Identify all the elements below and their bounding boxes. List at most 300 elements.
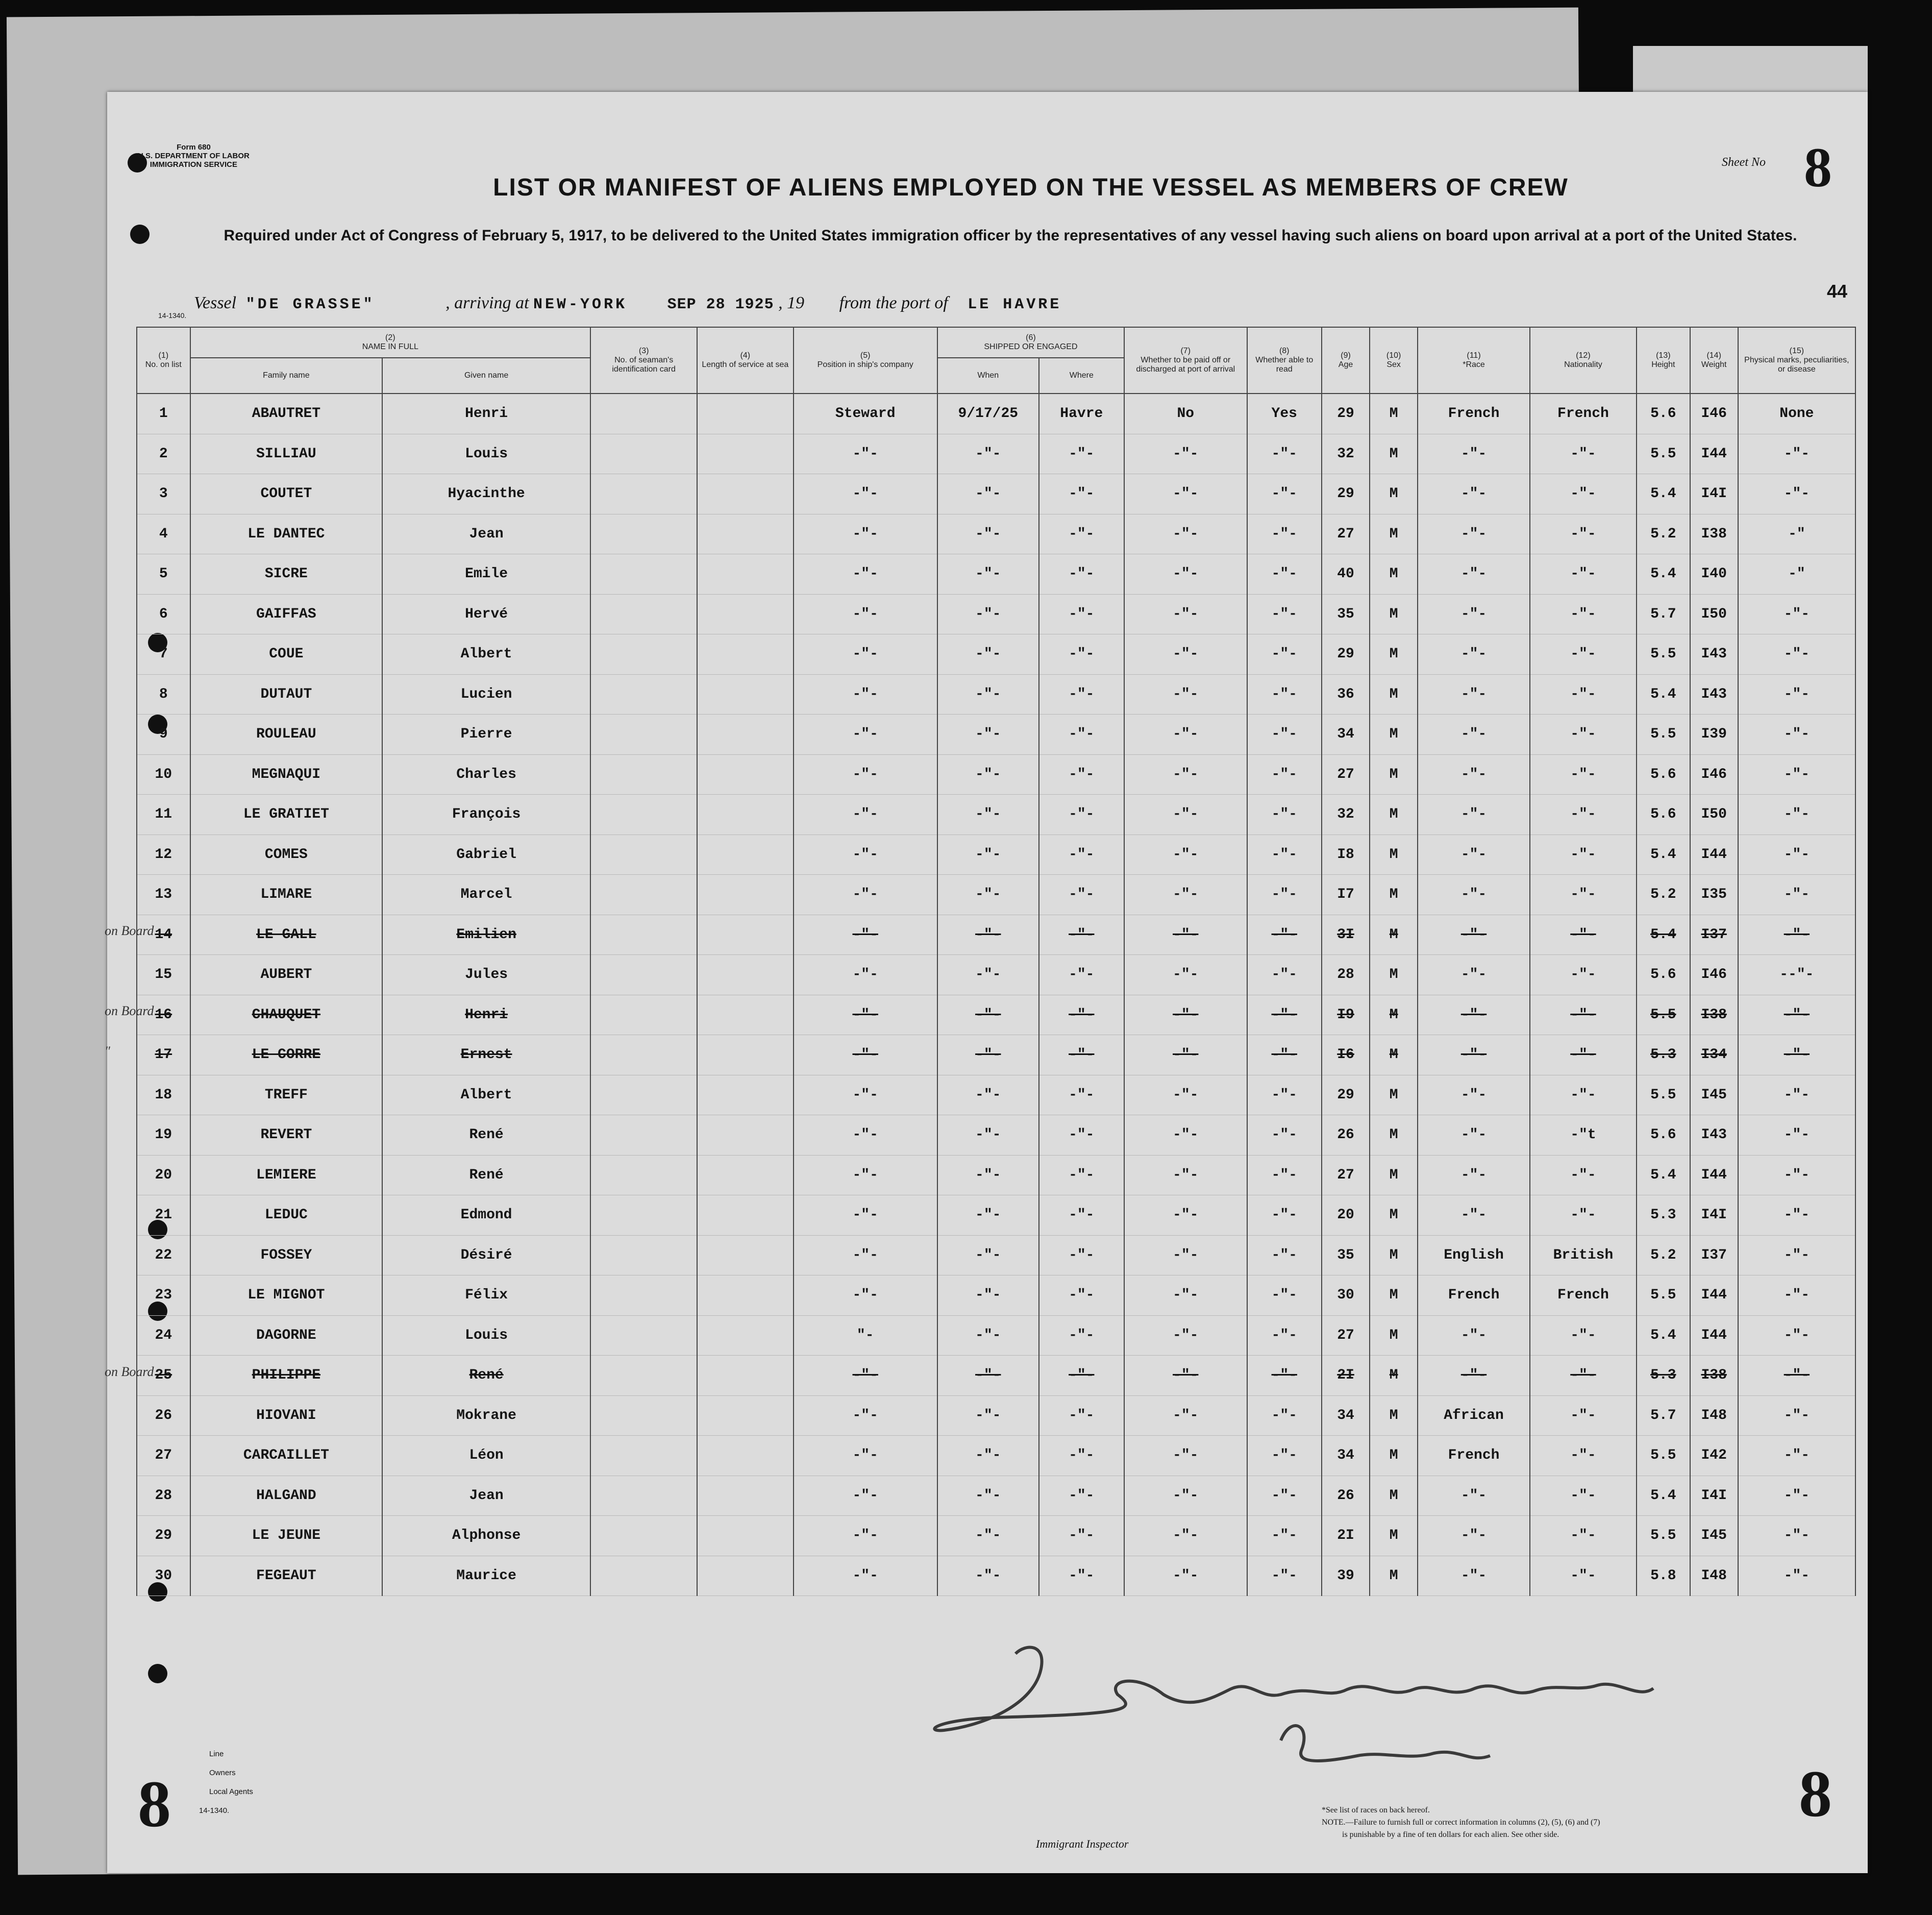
nationality: -"-	[1530, 834, 1637, 875]
shipped-where: -"-	[1039, 1035, 1124, 1075]
able-to-read: -"-	[1247, 1556, 1322, 1596]
race: -"-	[1418, 875, 1530, 915]
header-physical-marks: (15) Physical marks, peculiarities, or disease	[1738, 327, 1855, 394]
height: 5.2	[1637, 875, 1690, 915]
given-name: Jean	[382, 514, 590, 554]
form-number: Form 680	[177, 143, 211, 152]
department: U.S. DEPARTMENT OF LABOR	[138, 152, 250, 160]
length-of-service-cell	[697, 1356, 793, 1396]
race: -"-	[1418, 915, 1530, 955]
id-card-cell	[590, 1356, 697, 1396]
age: 36	[1322, 674, 1370, 715]
weight: I38	[1690, 1356, 1738, 1396]
sex: M	[1370, 955, 1418, 995]
family-name: COMES	[190, 834, 383, 875]
length-of-service-cell	[697, 514, 793, 554]
weight: I46	[1690, 955, 1738, 995]
weight: I45	[1690, 1516, 1738, 1556]
row-number: 30	[137, 1556, 190, 1596]
header-nationality: (12) Nationality	[1530, 327, 1637, 394]
able-to-read: -"-	[1247, 594, 1322, 634]
length-of-service-cell	[697, 674, 793, 715]
physical-marks: -"-	[1738, 1035, 1855, 1075]
footnote-races: *See list of races on back hereof.	[1322, 1806, 1430, 1814]
shipped-where: -"-	[1039, 795, 1124, 835]
length-of-service-cell	[697, 995, 793, 1035]
nationality: French	[1530, 394, 1637, 434]
nationality: French	[1530, 1275, 1637, 1316]
family-name: REVERT	[190, 1115, 383, 1156]
footnote	[1322, 1804, 1600, 1841]
id-card-cell	[590, 594, 697, 634]
row-number: 23	[137, 1275, 190, 1316]
header-given-name: Given name	[382, 358, 590, 394]
family-name: TREFF	[190, 1075, 383, 1115]
able-to-read: -"-	[1247, 1436, 1322, 1476]
shipped-when: -"-	[937, 995, 1039, 1035]
able-to-read: Yes	[1247, 394, 1322, 434]
position: -"-	[794, 1275, 937, 1316]
shipped-where: -"-	[1039, 1075, 1124, 1115]
table-row	[137, 1516, 1855, 1556]
shipped-where: -"-	[1039, 715, 1124, 755]
position: -"-	[794, 1075, 937, 1115]
able-to-read: -"-	[1247, 554, 1322, 595]
shipped-where: -"-	[1039, 995, 1124, 1035]
age: 27	[1322, 514, 1370, 554]
id-card-cell	[590, 1476, 697, 1516]
able-to-read: -"-	[1247, 1395, 1322, 1436]
id-card-cell	[590, 1035, 697, 1075]
shipped-when: -"-	[937, 1275, 1039, 1316]
race: -"-	[1418, 1476, 1530, 1516]
weight: I44	[1690, 1275, 1738, 1316]
table-row	[137, 674, 1855, 715]
height: 5.5	[1637, 1275, 1690, 1316]
arriving-port: NEW-YORK	[533, 296, 628, 313]
header-position: (5) Position in ship's company	[794, 327, 937, 394]
nationality: -"-	[1530, 915, 1637, 955]
header-id-card: (3) No. of seaman's identification card	[590, 327, 697, 394]
family-name: GAIFFAS	[190, 594, 383, 634]
paid-off: -"-	[1124, 1035, 1247, 1075]
age: I6	[1322, 1035, 1370, 1075]
physical-marks: -"-	[1738, 1476, 1855, 1516]
length-of-service-cell	[697, 754, 793, 795]
shipped-where: -"-	[1039, 1275, 1124, 1316]
family-name: COUE	[190, 634, 383, 675]
position: -"-	[794, 1356, 937, 1396]
table-row	[137, 594, 1855, 634]
given-name: François	[382, 795, 590, 835]
sex: M	[1370, 514, 1418, 554]
given-name: Maurice	[382, 1556, 590, 1596]
table-row	[137, 634, 1855, 675]
sheet-no-label: Sheet No	[1722, 156, 1766, 169]
position: -"-	[794, 1155, 937, 1195]
table-row	[137, 955, 1855, 995]
shipped-where: -"-	[1039, 634, 1124, 675]
id-card-cell	[590, 394, 697, 434]
page-subtitle: Required under Act of Congress of February 5, 1917, to be delivered to the United States immigration officer by the representatives of any vessel having such aliens on board upon arrival at a port of the United States.	[224, 227, 1797, 244]
row-number: 26	[137, 1395, 190, 1436]
age: 34	[1322, 715, 1370, 755]
nationality: -"t	[1530, 1115, 1637, 1156]
weight: I44	[1690, 434, 1738, 474]
table-row	[137, 474, 1855, 514]
height: 5.4	[1637, 1476, 1690, 1516]
shipped-where: -"-	[1039, 915, 1124, 955]
age: 20	[1322, 1195, 1370, 1236]
paid-off: -"-	[1124, 1275, 1247, 1316]
paid-off: -"-	[1124, 955, 1247, 995]
weight: I4I	[1690, 474, 1738, 514]
table-row	[137, 995, 1855, 1035]
weight: I50	[1690, 795, 1738, 835]
table-row	[137, 1235, 1855, 1275]
family-name: LE GRATIET	[190, 795, 383, 835]
shipped-when: -"-	[937, 1035, 1039, 1075]
shipped-when: -"-	[937, 915, 1039, 955]
family-name: DAGORNE	[190, 1315, 383, 1356]
able-to-read: -"-	[1247, 674, 1322, 715]
shipped-where: -"-	[1039, 514, 1124, 554]
given-name: Léon	[382, 1436, 590, 1476]
able-to-read: -"-	[1247, 795, 1322, 835]
age: 2I	[1322, 1516, 1370, 1556]
id-card-cell	[590, 1436, 697, 1476]
id-card-cell	[590, 955, 697, 995]
weight: I48	[1690, 1395, 1738, 1436]
family-name: CARCAILLET	[190, 1436, 383, 1476]
position: -"-	[794, 554, 937, 595]
height: 5.5	[1637, 1075, 1690, 1115]
weight: I4I	[1690, 1195, 1738, 1236]
race: -"-	[1418, 715, 1530, 755]
id-card-cell	[590, 1516, 697, 1556]
shipped-when: -"-	[937, 795, 1039, 835]
paid-off: -"-	[1124, 754, 1247, 795]
position: -"-	[794, 715, 937, 755]
row-number: 6	[137, 594, 190, 634]
nationality: -"-	[1530, 1356, 1637, 1396]
length-of-service-cell	[697, 554, 793, 595]
id-card-cell	[590, 1115, 697, 1156]
row-number: 2	[137, 434, 190, 474]
age: 3I	[1322, 915, 1370, 955]
physical-marks: -"-	[1738, 795, 1855, 835]
shipped-where: -"-	[1039, 474, 1124, 514]
family-name: LE GALL	[190, 915, 383, 955]
position: -"-	[794, 674, 937, 715]
nationality: -"-	[1530, 554, 1637, 595]
shipped-where: -"-	[1039, 1195, 1124, 1236]
physical-marks: -"-	[1738, 1315, 1855, 1356]
given-name: Pierre	[382, 715, 590, 755]
able-to-read: -"-	[1247, 1075, 1322, 1115]
height: 5.5	[1637, 995, 1690, 1035]
footer-form-code: 14-1340.	[199, 1806, 230, 1815]
height: 5.4	[1637, 1155, 1690, 1195]
sex: M	[1370, 1035, 1418, 1075]
given-name: Hyacinthe	[382, 474, 590, 514]
position: -"-	[794, 1476, 937, 1516]
physical-marks: -"-	[1738, 1195, 1855, 1236]
corner-number: 44	[1826, 281, 1847, 302]
given-name: Marcel	[382, 875, 590, 915]
sex: M	[1370, 1516, 1418, 1556]
height: 5.6	[1637, 394, 1690, 434]
shipped-when: -"-	[937, 715, 1039, 755]
physical-marks: -"-	[1738, 915, 1855, 955]
id-card-cell	[590, 1195, 697, 1236]
given-name: Jules	[382, 955, 590, 995]
age: 26	[1322, 1115, 1370, 1156]
header-race: (11) *Race	[1418, 327, 1530, 394]
position: -"-	[794, 1395, 937, 1436]
shipped-when: -"-	[937, 1356, 1039, 1396]
footnote-fine: is punishable by a fine of ten dollars for each alien. See other side.	[1342, 1830, 1559, 1839]
table-row	[137, 434, 1855, 474]
height: 5.2	[1637, 514, 1690, 554]
year-label: , 19	[778, 293, 805, 312]
paid-off: -"-	[1124, 1436, 1247, 1476]
row-number: 14	[137, 915, 190, 955]
weight: I39	[1690, 715, 1738, 755]
shipped-when: -"-	[937, 1476, 1039, 1516]
length-of-service-cell	[697, 1516, 793, 1556]
shipped-where: -"-	[1039, 554, 1124, 595]
header-weight: (14) Weight	[1690, 327, 1738, 394]
shipped-where: -"-	[1039, 1476, 1124, 1516]
physical-marks: -"-	[1738, 1115, 1855, 1156]
race: -"-	[1418, 1115, 1530, 1156]
row-number: 5	[137, 554, 190, 595]
shipped-where: -"-	[1039, 1516, 1124, 1556]
family-name: FOSSEY	[190, 1235, 383, 1275]
table-row	[137, 394, 1855, 434]
physical-marks: -"-	[1738, 875, 1855, 915]
table-row	[137, 834, 1855, 875]
length-of-service-cell	[697, 1275, 793, 1316]
id-card-cell	[590, 1075, 697, 1115]
shipped-when: -"-	[937, 634, 1039, 675]
row-number: 13	[137, 875, 190, 915]
paid-off: -"-	[1124, 1395, 1247, 1436]
physical-marks: -"-	[1738, 1075, 1855, 1115]
shipped-when: -"-	[937, 1516, 1039, 1556]
given-name: Désiré	[382, 1235, 590, 1275]
family-name: DUTAUT	[190, 674, 383, 715]
race: -"-	[1418, 594, 1530, 634]
row-number: 8	[137, 674, 190, 715]
height: 5.5	[1637, 634, 1690, 675]
family-name: CHAUQUET	[190, 995, 383, 1035]
margin-note: on Board	[105, 1003, 154, 1018]
family-name: LEMIERE	[190, 1155, 383, 1195]
race: -"-	[1418, 1155, 1530, 1195]
row-number: 17	[137, 1035, 190, 1075]
length-of-service-cell	[697, 795, 793, 835]
able-to-read: -"-	[1247, 995, 1322, 1035]
manifest-rows	[137, 394, 1855, 1596]
family-name: ABAUTRET	[190, 394, 383, 434]
position: -"-	[794, 875, 937, 915]
big-sheet-number-right: 8	[1799, 1757, 1832, 1831]
row-number: 22	[137, 1235, 190, 1275]
weight: I44	[1690, 1315, 1738, 1356]
position: -"-	[794, 1556, 937, 1596]
sex: M	[1370, 594, 1418, 634]
row-number: 18	[137, 1075, 190, 1115]
id-card-cell	[590, 474, 697, 514]
length-of-service-cell	[697, 1476, 793, 1516]
age: 34	[1322, 1395, 1370, 1436]
able-to-read: -"-	[1247, 434, 1322, 474]
header-where: Where	[1039, 358, 1124, 394]
nationality: -"-	[1530, 1395, 1637, 1436]
length-of-service-cell	[697, 1395, 793, 1436]
table-row	[137, 1395, 1855, 1436]
paid-off: -"-	[1124, 434, 1247, 474]
age: I9	[1322, 995, 1370, 1035]
table-row	[137, 1035, 1855, 1075]
form-info	[138, 143, 250, 169]
paid-off: -"-	[1124, 1235, 1247, 1275]
shipped-when: -"-	[937, 1235, 1039, 1275]
table-row	[137, 1556, 1855, 1596]
physical-marks: -"-	[1738, 1436, 1855, 1476]
length-of-service-cell	[697, 1235, 793, 1275]
line-label: Line	[209, 1750, 224, 1758]
header-when: When	[937, 358, 1039, 394]
race: -"-	[1418, 1356, 1530, 1396]
weight: I43	[1690, 634, 1738, 675]
position: -"-	[794, 1436, 937, 1476]
weight: I37	[1690, 915, 1738, 955]
race: -"-	[1418, 955, 1530, 995]
shipped-when: -"-	[937, 1075, 1039, 1115]
race: -"-	[1418, 1035, 1530, 1075]
shipped-where: -"-	[1039, 594, 1124, 634]
age: 27	[1322, 1155, 1370, 1195]
given-name: Ernest	[382, 1035, 590, 1075]
race: -"-	[1418, 1556, 1530, 1596]
able-to-read: -"-	[1247, 955, 1322, 995]
manifest-sheet	[107, 92, 1868, 1873]
able-to-read: -"-	[1247, 514, 1322, 554]
physical-marks: -"-	[1738, 1235, 1855, 1275]
able-to-read: -"-	[1247, 915, 1322, 955]
table-row	[137, 795, 1855, 835]
able-to-read: -"-	[1247, 1476, 1322, 1516]
length-of-service-cell	[697, 915, 793, 955]
height: 5.6	[1637, 955, 1690, 995]
weight: I35	[1690, 875, 1738, 915]
physical-marks: -"	[1738, 554, 1855, 595]
sex: M	[1370, 1476, 1418, 1516]
sex: M	[1370, 1436, 1418, 1476]
family-name: LE JEUNE	[190, 1516, 383, 1556]
length-of-service-cell	[697, 1115, 793, 1156]
family-name: ROULEAU	[190, 715, 383, 755]
family-name: MEGNAQUI	[190, 754, 383, 795]
physical-marks: -"-	[1738, 754, 1855, 795]
id-card-cell	[590, 1395, 697, 1436]
physical-marks: -"-	[1738, 674, 1855, 715]
table-row	[137, 915, 1855, 955]
nationality: -"-	[1530, 955, 1637, 995]
physical-marks: -"-	[1738, 594, 1855, 634]
age: 30	[1322, 1275, 1370, 1316]
row-number: 29	[137, 1516, 190, 1556]
sex: M	[1370, 875, 1418, 915]
arriving-label: , arriving at	[445, 293, 529, 312]
physical-marks: -"-	[1738, 1356, 1855, 1396]
table-row	[137, 1195, 1855, 1236]
length-of-service-cell	[697, 955, 793, 995]
able-to-read: -"-	[1247, 1356, 1322, 1396]
position: -"-	[794, 1115, 937, 1156]
paid-off: -"-	[1124, 674, 1247, 715]
race: English	[1418, 1235, 1530, 1275]
row-number: 24	[137, 1315, 190, 1356]
age: I7	[1322, 875, 1370, 915]
row-number: 10	[137, 754, 190, 795]
paid-off: -"-	[1124, 1075, 1247, 1115]
service: IMMIGRATION SERVICE	[150, 160, 237, 169]
position: "-	[794, 1315, 937, 1356]
length-of-service-cell	[697, 875, 793, 915]
sex: M	[1370, 834, 1418, 875]
weight: I43	[1690, 674, 1738, 715]
row-number: 28	[137, 1476, 190, 1516]
height: 5.4	[1637, 1315, 1690, 1356]
sex: M	[1370, 634, 1418, 675]
table-row	[137, 1315, 1855, 1356]
nationality: -"-	[1530, 1556, 1637, 1596]
id-card-cell	[590, 1556, 697, 1596]
race: -"-	[1418, 834, 1530, 875]
table-row	[137, 554, 1855, 595]
position: -"-	[794, 634, 937, 675]
given-name: Gabriel	[382, 834, 590, 875]
id-card-cell	[590, 1275, 697, 1316]
family-name: SICRE	[190, 554, 383, 595]
position: -"-	[794, 834, 937, 875]
shipped-where: -"-	[1039, 754, 1124, 795]
race: -"-	[1418, 474, 1530, 514]
shipped-when: -"-	[937, 1115, 1039, 1156]
weight: I42	[1690, 1436, 1738, 1476]
able-to-read: -"-	[1247, 754, 1322, 795]
position: -"-	[794, 594, 937, 634]
height: 5.8	[1637, 1556, 1690, 1596]
race: -"-	[1418, 674, 1530, 715]
table-row	[137, 1436, 1855, 1476]
shipped-when: -"-	[937, 1436, 1039, 1476]
shipped-where: Havre	[1039, 394, 1124, 434]
given-name: Alphonse	[382, 1516, 590, 1556]
physical-marks: -"-	[1738, 1275, 1855, 1316]
weight: I38	[1690, 995, 1738, 1035]
physical-marks: -"	[1738, 514, 1855, 554]
sex: M	[1370, 1556, 1418, 1596]
shipped-where: -"-	[1039, 1556, 1124, 1596]
sex: M	[1370, 474, 1418, 514]
id-card-cell	[590, 634, 697, 675]
height: 5.6	[1637, 795, 1690, 835]
